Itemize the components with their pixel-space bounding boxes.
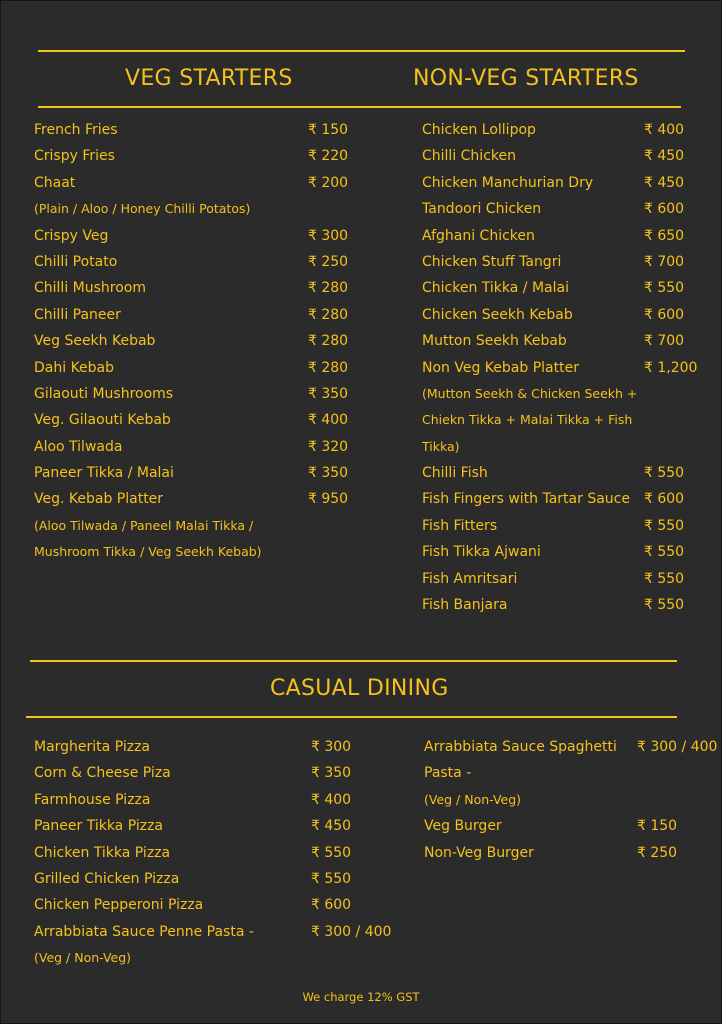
menu-item-note-text: (Aloo Tilwada / Paneel Malai Tikka / (34, 517, 254, 533)
menu-item-price: ₹ 550 (644, 465, 685, 482)
menu-item (424, 734, 720, 760)
starters-heading-divider (38, 106, 681, 108)
menu-item (34, 170, 364, 196)
menu-item (422, 196, 717, 222)
casual-dining-right-list (424, 734, 720, 866)
menu-item-note-text: Mushroom Tikka / Veg Seekh Kebab) (34, 544, 262, 560)
menu-item-note (34, 196, 364, 222)
menu-item (422, 143, 717, 169)
nonveg-starters-heading: NON-VEG STARTERS (413, 66, 639, 91)
menu-item (34, 460, 364, 486)
menu-item-price: ₹ 350 (308, 385, 349, 402)
menu-item-price: ₹ 280 (308, 333, 349, 350)
menu-item (34, 434, 364, 460)
menu-item-name: Chilli Chicken (422, 148, 516, 165)
gst-note: We charge 12% GST (302, 990, 420, 1004)
menu-item (34, 892, 404, 918)
top-divider (38, 50, 685, 52)
menu-item (34, 302, 364, 328)
menu-item-name: Arrabbiata Sauce Spaghetti (424, 739, 617, 755)
menu-item-name: Fish Fitters (422, 517, 498, 534)
menu-item-name: Veg Seekh Kebab (34, 333, 156, 350)
menu-item-price: ₹ 280 (308, 306, 349, 323)
menu-item (424, 813, 720, 839)
menu-item-price: ₹ 300 / 400 (311, 923, 392, 940)
menu-item (422, 513, 717, 539)
menu-item-name: Tandoori Chicken (422, 201, 542, 218)
menu-item-price: ₹ 280 (308, 280, 349, 297)
menu-item (422, 355, 717, 381)
menu-item (422, 539, 717, 565)
menu-item-price: ₹ 600 (644, 306, 685, 323)
menu-item-name: Paneer Tikka / Malai (34, 465, 174, 482)
menu-item-name: Chicken Pepperoni Pizza (34, 897, 204, 914)
menu-item-price: ₹ 350 (311, 765, 352, 782)
menu-item-price: ₹ 400 (311, 791, 352, 808)
menu-item-price: ₹ 1,200 (644, 359, 698, 376)
menu-item-price: ₹ 600 (644, 201, 685, 218)
menu-item (422, 566, 717, 592)
menu-item (422, 486, 717, 512)
menu-item-note (422, 407, 717, 433)
menu-item (34, 381, 364, 407)
casual-dining-left-list (34, 734, 404, 972)
menu-item (34, 328, 364, 354)
menu-item-price: ₹ 400 (644, 122, 685, 138)
menu-item (34, 734, 404, 760)
menu-item-name: Chicken Tikka / Malai (422, 280, 569, 297)
menu-item-price: ₹ 650 (644, 227, 685, 244)
menu-item-name: Chicken Tikka Pizza (34, 844, 171, 861)
menu-item-price: ₹ 550 (644, 280, 685, 297)
menu-item-price: ₹ 300 / 400 (637, 739, 718, 755)
menu-item-name: Chilli Paneer (34, 306, 121, 323)
menu-item-name: Aloo Tilwada (34, 438, 123, 455)
menu-item-name: Chicken Stuff Tangri (422, 253, 562, 270)
menu-item-note-text: (Plain / Aloo / Honey Chilli Potatos) (34, 201, 251, 217)
menu-item-name: Veg Burger (424, 818, 502, 835)
menu-item-name: Non Veg Kebab Platter (422, 359, 579, 376)
menu-item-price: ₹ 700 (644, 333, 685, 350)
menu-item-price: ₹ 550 (644, 597, 685, 614)
menu-item-name: Fish Fingers with Tartar Sauce (422, 491, 630, 508)
menu-item-note (34, 945, 404, 971)
menu-item-price: ₹ 280 (308, 359, 349, 376)
menu-item-price: ₹ 200 (308, 174, 349, 191)
menu-item-name: Chicken Lollipop (422, 122, 536, 138)
veg-starters-heading: VEG STARTERS (125, 66, 293, 91)
menu-item-price: ₹ 450 (311, 818, 352, 835)
menu-item-price: ₹ 250 (308, 253, 349, 270)
menu-item (422, 592, 717, 618)
menu-item-price: ₹ 450 (644, 174, 685, 191)
menu-item (34, 840, 404, 866)
menu-item (34, 355, 364, 381)
menu-item (34, 249, 364, 275)
menu-item-price: ₹ 150 (308, 122, 349, 138)
menu-item (422, 117, 717, 143)
menu-item-name: Chilli Potato (34, 253, 118, 270)
menu-item (422, 170, 717, 196)
menu-item-price: ₹ 550 (644, 570, 685, 587)
menu-item-name: Fish Amritsari (422, 570, 518, 587)
menu-item-price: ₹ 220 (308, 148, 349, 165)
menu-item-price: ₹ 400 (308, 412, 349, 429)
menu-item-name: Mutton Seekh Kebab (422, 333, 567, 350)
casual-dining-top-divider (30, 660, 677, 662)
menu-item-name: Dahi Kebab (34, 359, 115, 376)
menu-item-note (34, 513, 364, 539)
menu-item-note (422, 381, 717, 407)
menu-item-note-text: Tikka) (422, 438, 460, 454)
menu-item-name: French Fries (34, 122, 118, 138)
menu-item (422, 275, 717, 301)
menu-item (34, 866, 404, 892)
menu-item (34, 275, 364, 301)
menu-item-name: Crispy Veg (34, 227, 109, 244)
menu-item-name: Crispy Fries (34, 148, 115, 165)
menu-item-name: Farmhouse Pizza (34, 791, 151, 808)
menu-item-name: Corn & Cheese Piza (34, 765, 171, 782)
menu-item (422, 223, 717, 249)
menu-item-price: ₹ 450 (644, 148, 685, 165)
menu-item-note (422, 434, 717, 460)
menu-item (422, 328, 717, 354)
menu-item-name: Grilled Chicken Pizza (34, 870, 180, 887)
menu-item (422, 249, 717, 275)
menu-item-price: ₹ 600 (644, 491, 685, 508)
menu-item-price: ₹ 600 (311, 897, 352, 914)
menu-item-price: ₹ 150 (637, 818, 678, 835)
menu-item-price: ₹ 950 (308, 491, 349, 508)
menu-item-name: Veg. Kebab Platter (34, 491, 164, 508)
menu-item-name: Pasta - (424, 765, 472, 782)
menu-item-note-text: (Veg / Non-Veg) (34, 950, 132, 966)
menu-item-price: ₹ 250 (637, 844, 678, 861)
menu-item-name: Gilaouti Mushrooms (34, 385, 174, 402)
menu-item-note-text: (Veg / Non-Veg) (424, 791, 522, 807)
menu-item (34, 813, 404, 839)
menu-item-name: Chaat (34, 174, 76, 191)
menu-item-name: Fish Banjara (422, 597, 508, 614)
veg-starters-list (34, 117, 364, 566)
menu-item-price: ₹ 350 (308, 465, 349, 482)
menu-item (34, 919, 404, 945)
casual-dining-heading-divider (26, 716, 677, 718)
menu-item-price: ₹ 300 (308, 227, 349, 244)
menu-item-name: Paneer Tikka Pizza (34, 818, 164, 835)
menu-item-price: ₹ 300 (311, 739, 352, 755)
menu-item (34, 117, 364, 143)
menu-item-name: Arrabbiata Sauce Penne Pasta - (34, 923, 254, 940)
menu-item (424, 840, 720, 866)
menu-item-price: ₹ 550 (644, 544, 685, 561)
menu-item (422, 302, 717, 328)
menu-item (34, 760, 404, 786)
menu-item (34, 143, 364, 169)
menu-item (34, 407, 364, 433)
menu-item-price: ₹ 550 (311, 870, 352, 887)
casual-dining-heading: CASUAL DINING (270, 676, 449, 701)
menu-item-name: Chicken Seekh Kebab (422, 306, 573, 323)
menu-item-name: Afghani Chicken (422, 227, 535, 244)
menu-item (422, 460, 717, 486)
menu-item-name: Chilli Mushroom (34, 280, 146, 297)
menu-item-price: ₹ 550 (311, 844, 352, 861)
menu-item-note (34, 539, 364, 565)
nonveg-starters-list (422, 117, 717, 618)
menu-item-note-text: Chiekn Tikka + Malai Tikka + Fish (422, 412, 633, 428)
menu-item-name: Chicken Manchurian Dry (422, 174, 594, 191)
menu-item-name: Non-Veg Burger (424, 844, 534, 861)
menu-item-name: Margherita Pizza (34, 739, 151, 755)
menu-item-name: Fish Tikka Ajwani (422, 544, 541, 561)
menu-item (424, 760, 720, 786)
menu-item (34, 486, 364, 512)
menu-item-note (424, 787, 720, 813)
menu-item-note-text: (Mutton Seekh & Chicken Seekh + (422, 385, 638, 401)
menu-item (34, 223, 364, 249)
menu-item-name: Veg. Gilaouti Kebab (34, 412, 171, 429)
menu-item-price: ₹ 550 (644, 517, 685, 534)
menu-item-name: Chilli Fish (422, 465, 488, 482)
menu-item (34, 787, 404, 813)
menu-item-price: ₹ 700 (644, 253, 685, 270)
menu-item-price: ₹ 320 (308, 438, 349, 455)
